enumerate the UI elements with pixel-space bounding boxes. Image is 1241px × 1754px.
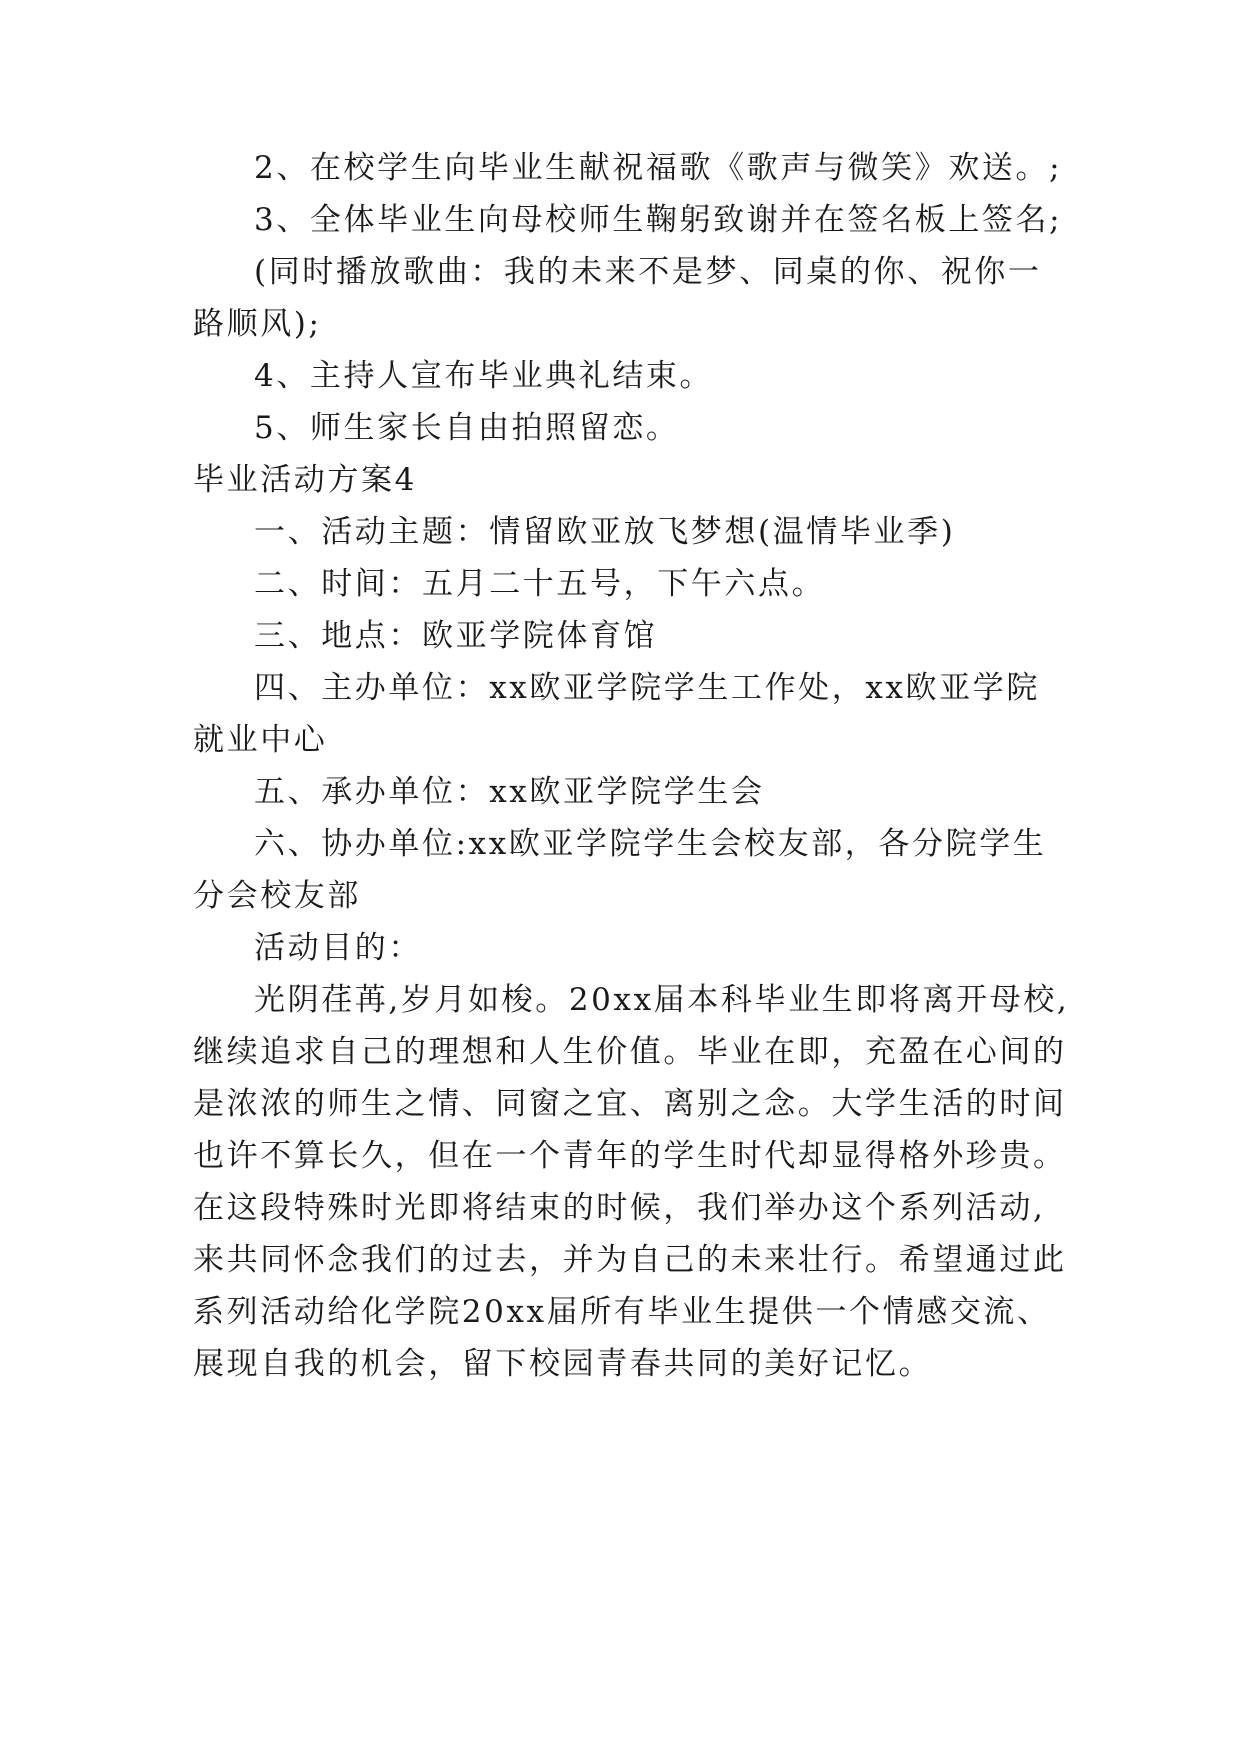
paragraph-line: 五、承办单位：xx欧亚学院学生会	[254, 774, 765, 810]
paragraph-line: 六、协办单位:xx欧亚学院学生会校友部，各分院学生	[254, 826, 1047, 862]
paragraph-line: 4、主持人宣布毕业典礼结束。	[254, 358, 714, 394]
paragraph-line: 二、时间：五月二十五号，下午六点。	[254, 566, 826, 602]
paragraph-line: 5、师生家长自由拍照留恋。	[254, 410, 680, 446]
paragraph-line: 也许不算长久，但在一个青年的学生时代却显得格外珍贵。	[193, 1138, 1067, 1174]
paragraph-line: 来共同怀念我们的过去，并为自己的未来壮行。希望通过此	[193, 1242, 1067, 1278]
paragraph-line: 系列活动给化学院20xx届所有毕业生提供一个情感交流、	[193, 1294, 1051, 1330]
paragraph-line: 三、地点：欧亚学院体育馆	[254, 618, 658, 654]
paragraph-line: (同时播放歌曲：我的未来不是梦、同桌的你、祝你一	[254, 254, 1042, 290]
paragraph-line: 分会校友部	[193, 878, 361, 914]
paragraph-line: 路顺风);	[193, 306, 322, 342]
paragraph-line: 3、全体毕业生向母校师生鞠躬致谢并在签名板上签名;	[254, 202, 1063, 238]
paragraph-line: 四、主办单位：xx欧亚学院学生工作处，xx欧亚学院	[254, 670, 1040, 706]
paragraph-line: 活动目的：	[254, 930, 422, 966]
paragraph-line: 展现自我的机会，留下校园青春共同的美好记忆。	[193, 1346, 933, 1382]
paragraph-line: 光阴荏苒,岁月如梭。20xx届本科毕业生即将离开母校,	[254, 982, 1070, 1018]
section-heading: 毕业活动方案4	[193, 462, 417, 498]
paragraph-line: 就业中心	[193, 722, 328, 758]
paragraph-line: 一、活动主题：情留欧亚放飞梦想(温情毕业季)	[254, 514, 956, 550]
paragraph-line: 2、在校学生向毕业生献祝福歌《歌声与微笑》欢送。;	[254, 150, 1063, 186]
paragraph-line: 是浓浓的师生之情、同窗之宜、离别之念。大学生活的时间	[193, 1086, 1067, 1122]
paragraph-line: 在这段特殊时光即将结束的时候，我们举办这个系列活动,	[193, 1190, 1046, 1226]
paragraph-line: 继续追求自己的理想和人生价值。毕业在即，充盈在心间的	[193, 1034, 1067, 1070]
